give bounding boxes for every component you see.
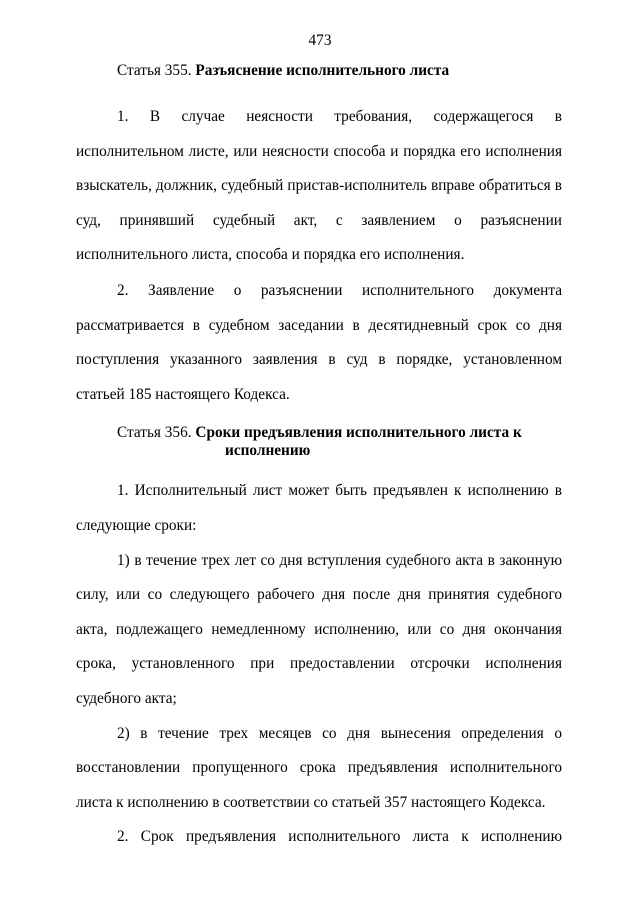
document-body xyxy=(76,62,562,855)
page-number: 473 xyxy=(308,32,332,49)
article-356-paragraph-4: 2. Срок предъявления исполнительного листа к исполнению xyxy=(117,828,562,846)
article-356-title-line-1: Сроки предъявления исполнительного листа к xyxy=(195,424,522,442)
article-356-title-line-2: исполнению xyxy=(225,442,311,460)
article-355-paragraph-1: 1. В случае неясности требования, содержащегося в исполнительном листе, или неясности способа и порядка его исполнения взыскатель, должник, судебный пристав-исполнитель вправе обратиться в суд, принявший судебный акт, с заявлением о разъяснении исполнительного листа, способа и порядка его исполнения. xyxy=(76,108,562,264)
article-355-heading xyxy=(76,62,562,80)
article-356-heading xyxy=(76,424,562,460)
article-356-paragraph-2: 1) в течение трех лет со дня вступления судебного акта в законную силу, или со следующего рабочего дня после дня принятия судебного акта, подлежащего немедленному исполнению, или со дня окончания срока, установленного при предоставлении отсрочки исполнения судебного акта; xyxy=(76,551,562,707)
article-356-paragraph-1: 1. Исполнительный лист может быть предъявлен к исполнению в следующие сроки: xyxy=(76,482,562,534)
article-355-title: Разъяснение исполнительного листа xyxy=(195,62,450,79)
article-355-number: Статья 355. xyxy=(117,62,192,79)
article-356-paragraph-3: 2) в течение трех месяцев со дня вынесения определения о восстановлении пропущенного срока предъявления исполнительного листа к исполнению в соответствии со статьей 357 настоящего Кодекса. xyxy=(76,724,562,811)
article-356-number: Статья 356. xyxy=(117,424,192,442)
article-355-paragraph-2: 2. Заявление о разъяснении исполнительного документа рассматривается в судебном заседании в десятидневный срок со дня поступления указанного заявления в суд в порядке, установленном статьей 185 настоящего Кодекса. xyxy=(76,281,562,403)
